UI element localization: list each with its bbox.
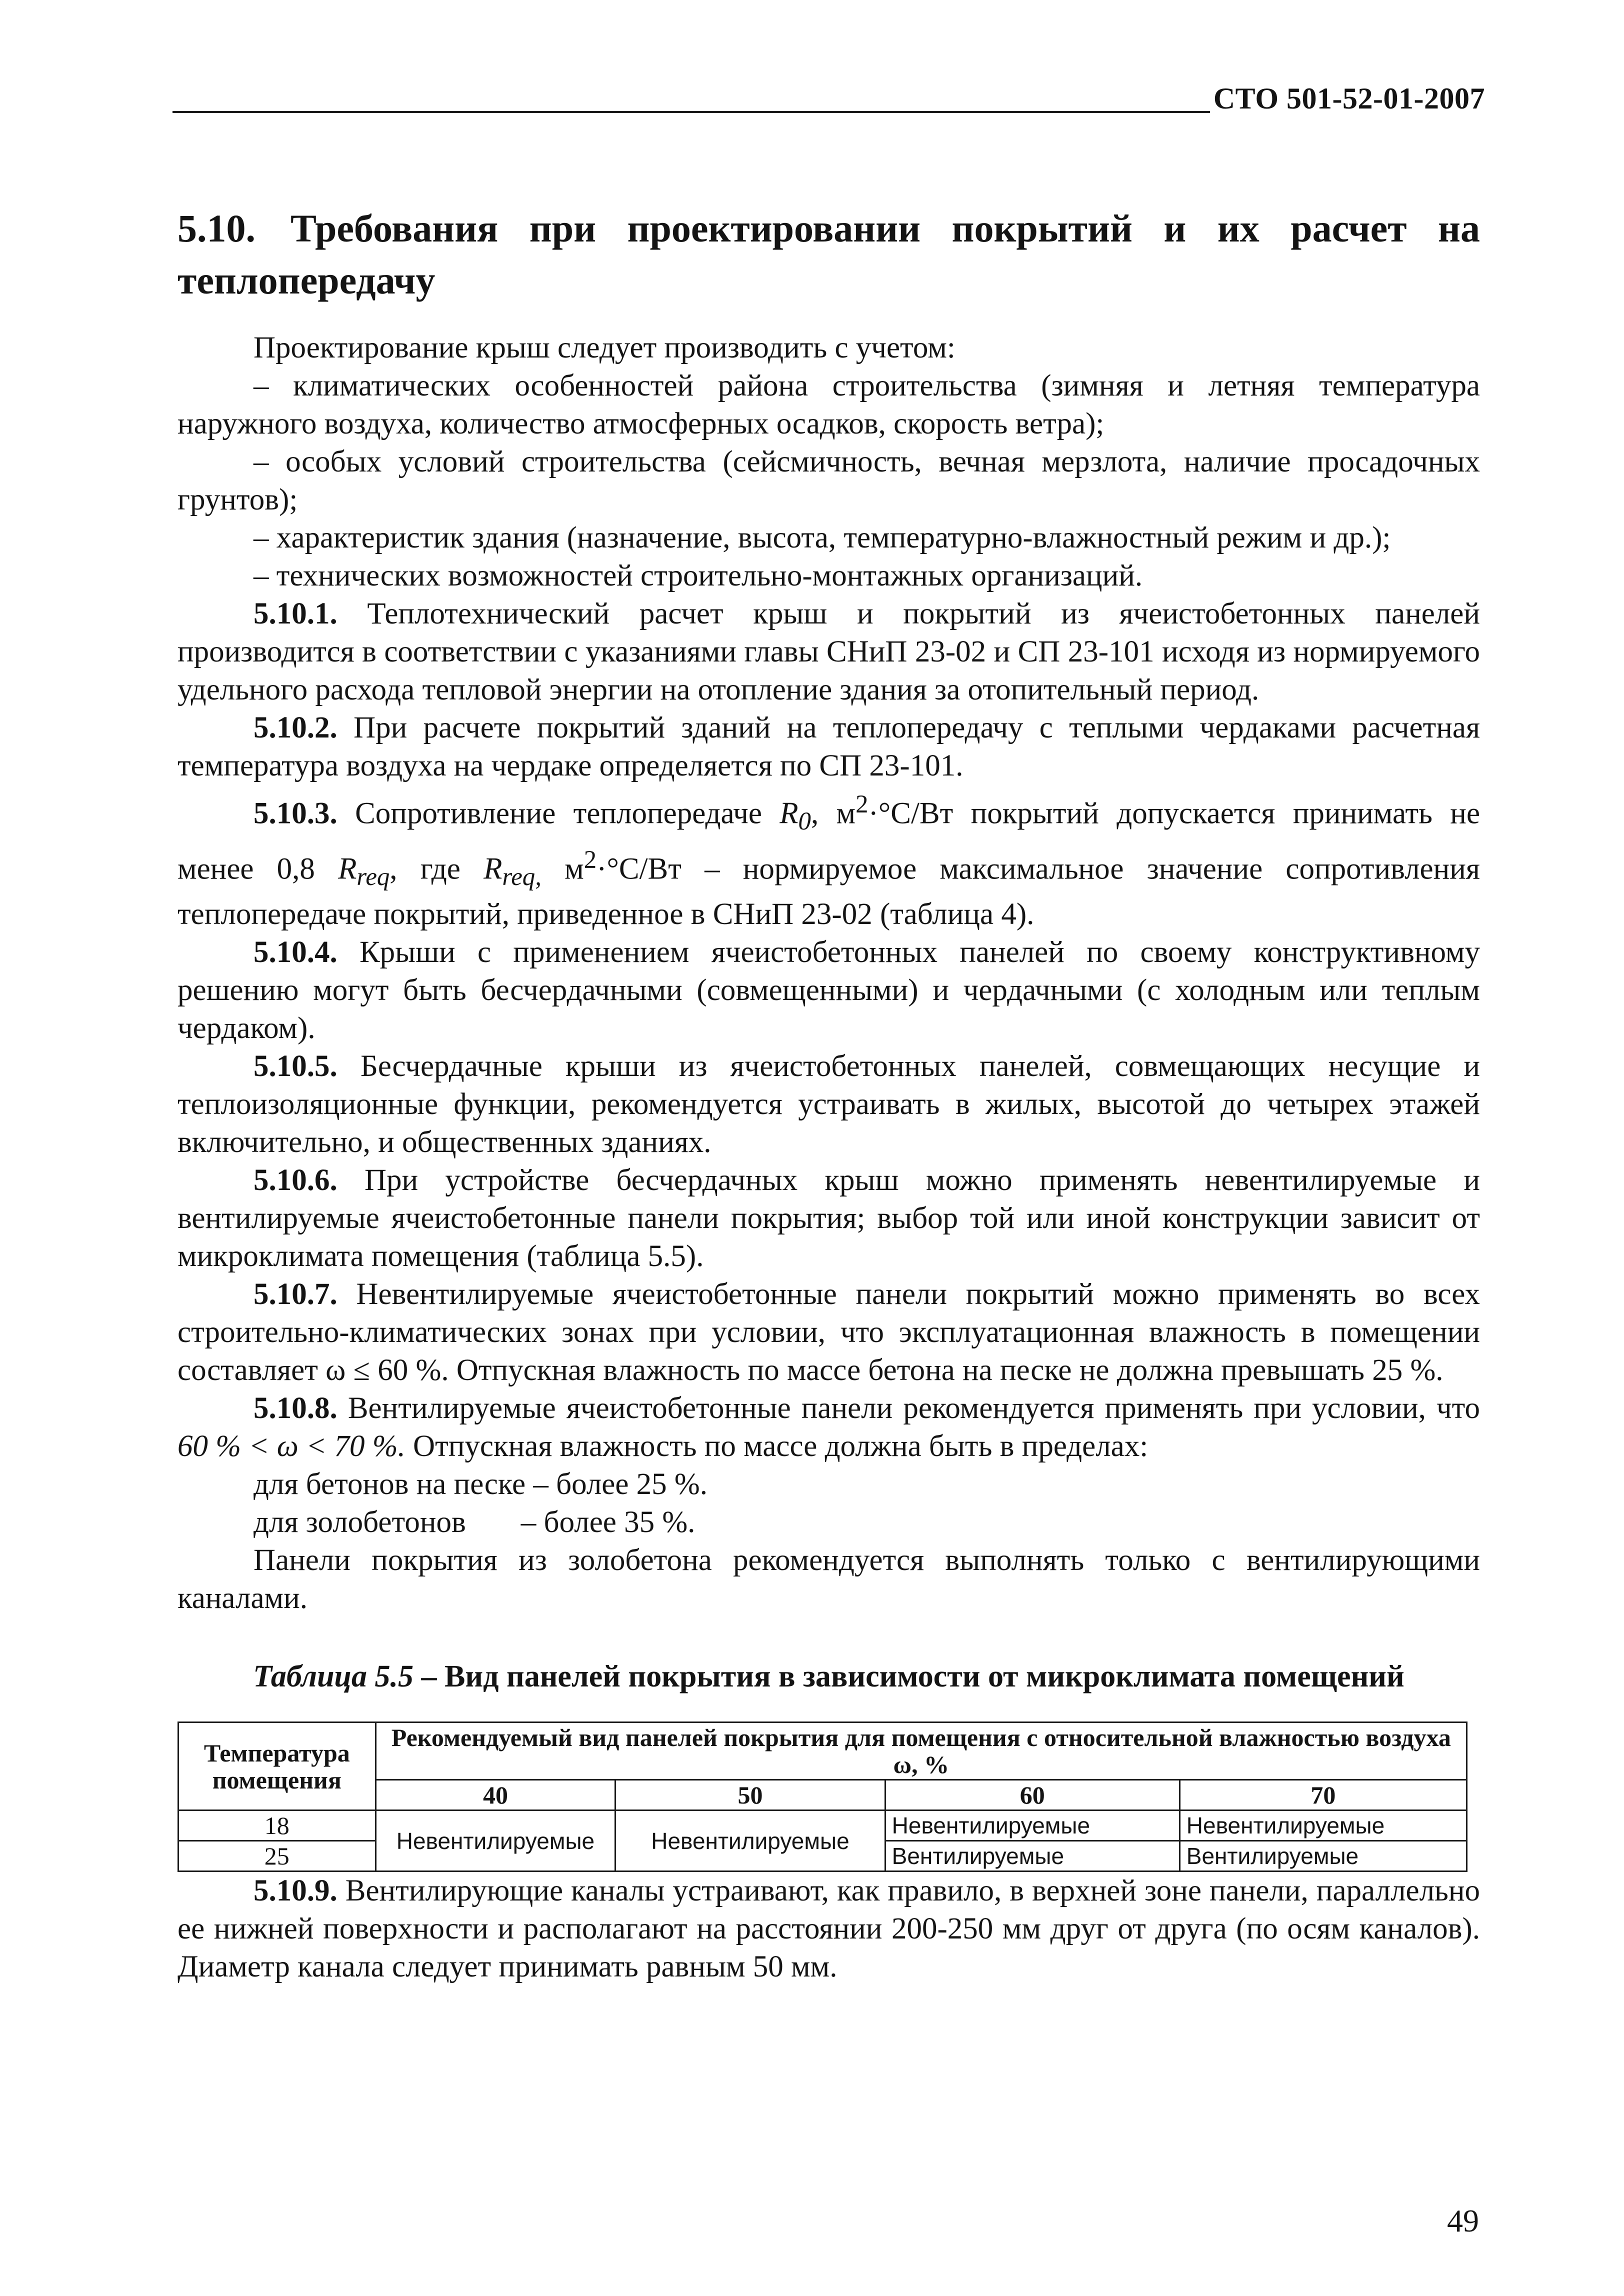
section-heading [178, 202, 1480, 306]
clause-text: для золобетонов [254, 1506, 466, 1540]
clause-text: При расчете покрытий зданий на теплопередачу с теплыми чердаками расчетная температура воздуха на чердаке определяется по СП 23-101. [178, 711, 1480, 782]
symbol-rreq [338, 852, 390, 891]
clause-text: , где [390, 852, 484, 886]
clause-number: 5.10.5. [254, 1050, 338, 1084]
clause-text: Вентилирующие каналы устраивают, как правило, в верхней зоне панели, параллельно ее нижней поверхности и располагают на расстоянии 200-250 мм друг от друга (по осям каналов). Диаметр канала следует принимать равным 50 мм. [178, 1874, 1480, 1984]
symbol-rreq [484, 852, 542, 891]
clause-text: Крыши с применением ячеистобетонных панелей по своему конструктивному решению могут быть бесчердачными (совмещенными) и чердачными (с холодным или теплым чердаком). [178, 936, 1480, 1046]
clause-number: 5.10.7. [254, 1278, 338, 1312]
intro-lead: Проектирование крыш следует производить с учетом: [254, 331, 956, 364]
clause-5-10-6 [178, 1162, 1480, 1276]
table-header-row [178, 1722, 1467, 1780]
clause-5-10-8 [178, 1390, 1480, 1466]
intro-item: – климатических особенностей района строительства (зимняя и летняя температура наружного воздуха, количество атмосферных осадков, скорость ветра); [178, 369, 1480, 440]
table-cell: Вентилируемые [885, 1841, 1180, 1872]
column-header-temperature: Температура помещения [178, 1722, 376, 1810]
clause-line [178, 1504, 1480, 1542]
clause-number: 5.10.6. [254, 1164, 338, 1198]
clause-text: Сопротивление теплопередаче [355, 796, 780, 830]
table-row [178, 1810, 1467, 1841]
symbol-subscript: 0 [798, 807, 811, 836]
table-cell: Вентилируемые [1180, 1841, 1466, 1872]
table-cell: Невентилируемые [885, 1810, 1180, 1841]
page-header [172, 78, 1485, 118]
clause-5-10-9 [178, 1872, 1480, 1986]
clause-text: Невентилируемые ячеистобетонные панели покрытий можно применять во всех строительно-климатических зонах при условии, что эксплуатационная влажность в помещении составляет ω ≤ 60 %. Отпускная влажность по массе бетона на песке не должна превышать 25 %. [178, 1278, 1480, 1388]
clause-text: , м [810, 796, 856, 830]
page-content [178, 202, 1480, 1986]
clause-text: ·°С/Вт покрытий допускается принимать не менее 0,8 [178, 796, 1480, 886]
superscript: 2 [584, 845, 597, 874]
clause-text: Бесчердачные крыши из ячеистобетонных панелей, совмещающих несущие и теплоизоляционные функции, рекомендуется устраивать в жилых, высотой до четырех этажей включительно, и общественных зданиях. [178, 1050, 1480, 1160]
clause-5-10-5 [178, 1048, 1480, 1162]
symbol-r: R [484, 852, 502, 886]
clause-5-10-1 [178, 595, 1480, 709]
clause-text: м [541, 852, 584, 886]
column-header-humidity: 40 [376, 1780, 616, 1810]
page-number: 49 [1447, 2203, 1479, 2238]
symbol-r: R [780, 796, 798, 830]
clause-5-10-2 [178, 709, 1480, 785]
clause-text: Теплотехнический расчет крыш и покрытий из ячеистобетонных панелей производится в соответствии с указаниями главы СНиП 23-02 и СП 23-101 исходя из нормируемого удельного расхода тепловой энергии на отопление здания за отопительный период. [178, 597, 1480, 706]
clause-number: 5.10.3. [254, 796, 338, 830]
clause-text: Отпускная влажность по массе должна быть в пределах: [405, 1430, 1148, 1464]
header-rule [172, 111, 1210, 113]
temperature-cell: 25 [178, 1841, 376, 1872]
section-title: Требования при проектировании покрытий и их расчет на теплопередачу [178, 206, 1480, 302]
clause-5-10-7 [178, 1276, 1480, 1390]
humidity-range: 60 % < ω < 70 %. [178, 1430, 406, 1464]
column-header-humidity: 50 [616, 1780, 885, 1810]
clause-5-10-4 [178, 934, 1480, 1048]
clause-number: 5.10.8. [254, 1392, 338, 1426]
clause-text: Вентилируемые ячеистобетонные панели рекомендуется применять при условии, что [348, 1392, 1480, 1426]
table-cell: Невентилируемые [616, 1810, 885, 1872]
table-cell: Невентилируемые [376, 1810, 616, 1872]
clause-5-10-3 [178, 785, 1480, 934]
column-header-humidity: 60 [885, 1780, 1180, 1810]
clause-number: 5.10.2. [254, 711, 338, 744]
temperature-cell: 18 [178, 1810, 376, 1841]
clause-number: 5.10.4. [254, 936, 338, 970]
column-header-humidity: 70 [1180, 1780, 1466, 1810]
table-number: Таблица 5.5 [253, 1660, 414, 1694]
clause-line: Панели покрытия из золобетона рекомендуется выполнять только с вентилирующими каналами. [178, 1544, 1480, 1616]
intro-item: – технических возможностей строительно-монтажных организаций. [254, 559, 1143, 592]
symbol-subscript: req, [502, 862, 542, 891]
panel-type-table [178, 1722, 1468, 1872]
clause-line: для бетонов на песке – более 25 %. [254, 1468, 708, 1502]
superscript: 2 [856, 790, 868, 818]
symbol-r: R [338, 852, 357, 886]
clause-text: ·°С/Вт – нормируемое максимальное значение сопротивления теплопередаче покрытий, приведенное в СНиП 23-02 (таблица 4). [178, 852, 1480, 932]
clause-text: – более 35 %. [520, 1506, 696, 1540]
clause-number: 5.10.9. [254, 1874, 338, 1908]
intro-item: – характеристик здания (назначение, высота, температурно-влажностный режим и др.); [254, 521, 1391, 554]
table-caption [178, 1656, 1480, 1696]
column-group-header: Рекомендуемый вид панелей покрытия для помещения с относительной влажностью воздуха ω, % [376, 1722, 1466, 1780]
clause-text: При устройстве бесчердачных крыш можно применять невентилируемые и вентилируемые ячеистобетонные панели покрытия; выбор той или иной конструкции зависит от микроклимата помещения (таблица 5.5). [178, 1164, 1480, 1274]
clause-number: 5.10.1. [254, 597, 338, 630]
intro-item: – особых условий строительства (сейсмичность, вечная мерзлота, наличие просадочных грунтов); [178, 445, 1480, 516]
symbol-r0 [780, 796, 811, 836]
section-number: 5.10. [178, 206, 256, 250]
document-code: СТО 501-52-01-2007 [1213, 82, 1485, 115]
symbol-subscript: req [356, 862, 390, 891]
table-cell: Невентилируемые [1180, 1810, 1466, 1841]
table-title: – Вид панелей покрытия в зависимости от микроклимата помещений [414, 1660, 1404, 1694]
